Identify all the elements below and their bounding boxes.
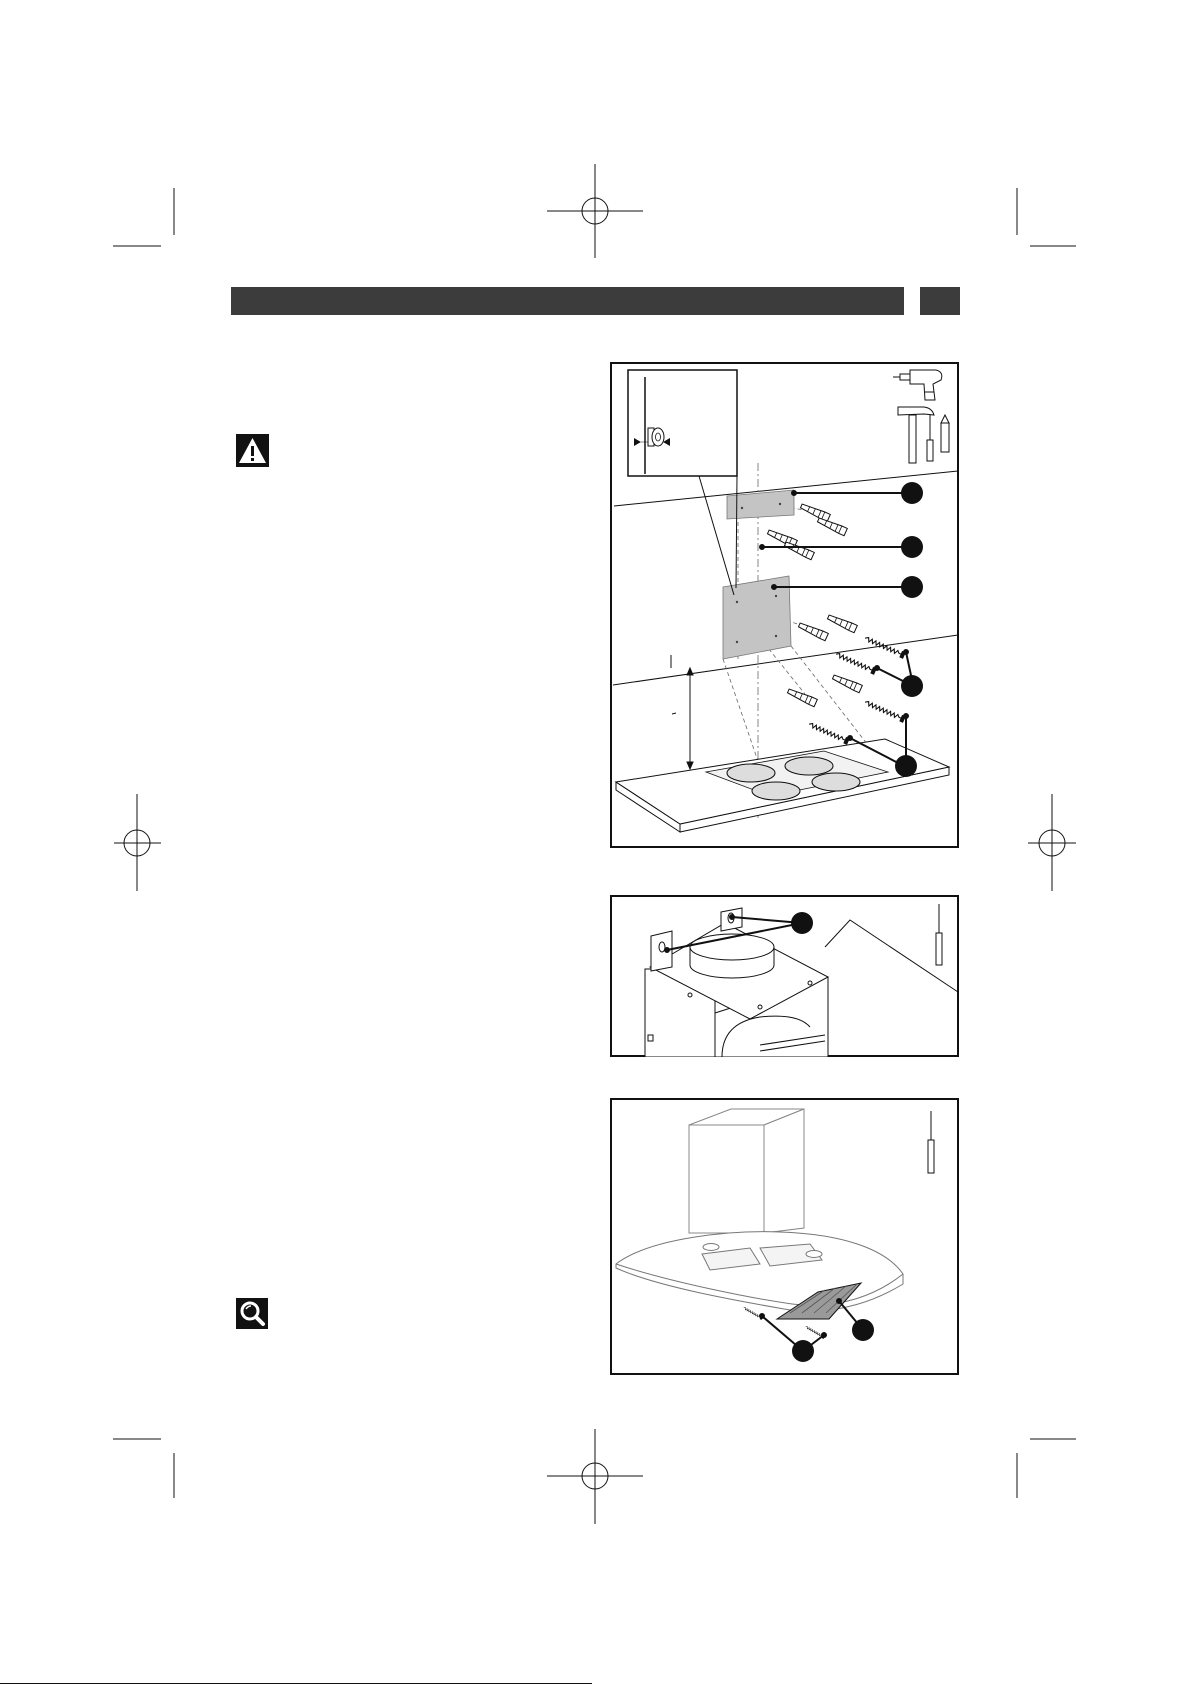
callout-marker [901,675,923,697]
callout-marker [791,912,813,934]
callout-marker [901,536,923,558]
registration-mark-top [547,164,643,258]
burner [812,773,860,791]
callout-marker [895,755,917,777]
crop-mark-bottom-right [1017,1439,1076,1498]
warning-icon [236,434,269,467]
crop-mark-top-right [1017,188,1076,246]
pencil-icon [941,415,949,452]
burner [752,782,800,800]
burner [727,764,775,782]
lower-bracket [723,576,791,659]
header-bar [231,287,904,315]
magnifier-icon [236,1298,268,1329]
figure-wall-bracket-installation [610,362,959,848]
light-icon [806,1251,822,1258]
crop-mark-bottom-left [113,1439,174,1498]
crop-mark-top-left [113,188,174,246]
hood-chimney [689,1109,804,1233]
callout-marker [852,1319,874,1341]
callout-marker [901,576,923,598]
registration-mark-left [114,794,161,891]
burner [785,757,833,775]
figure-mounting-plate [610,895,959,1057]
registration-mark-right [1028,794,1076,891]
figure-filter-removal [610,1098,959,1375]
page-number-tab [920,287,960,315]
callout-marker [901,482,923,504]
duct-collar [690,934,774,978]
registration-mark-bottom [547,1429,643,1524]
page-bottom-rule [0,1683,592,1684]
callout-marker [792,1340,814,1362]
light-icon [703,1244,719,1251]
